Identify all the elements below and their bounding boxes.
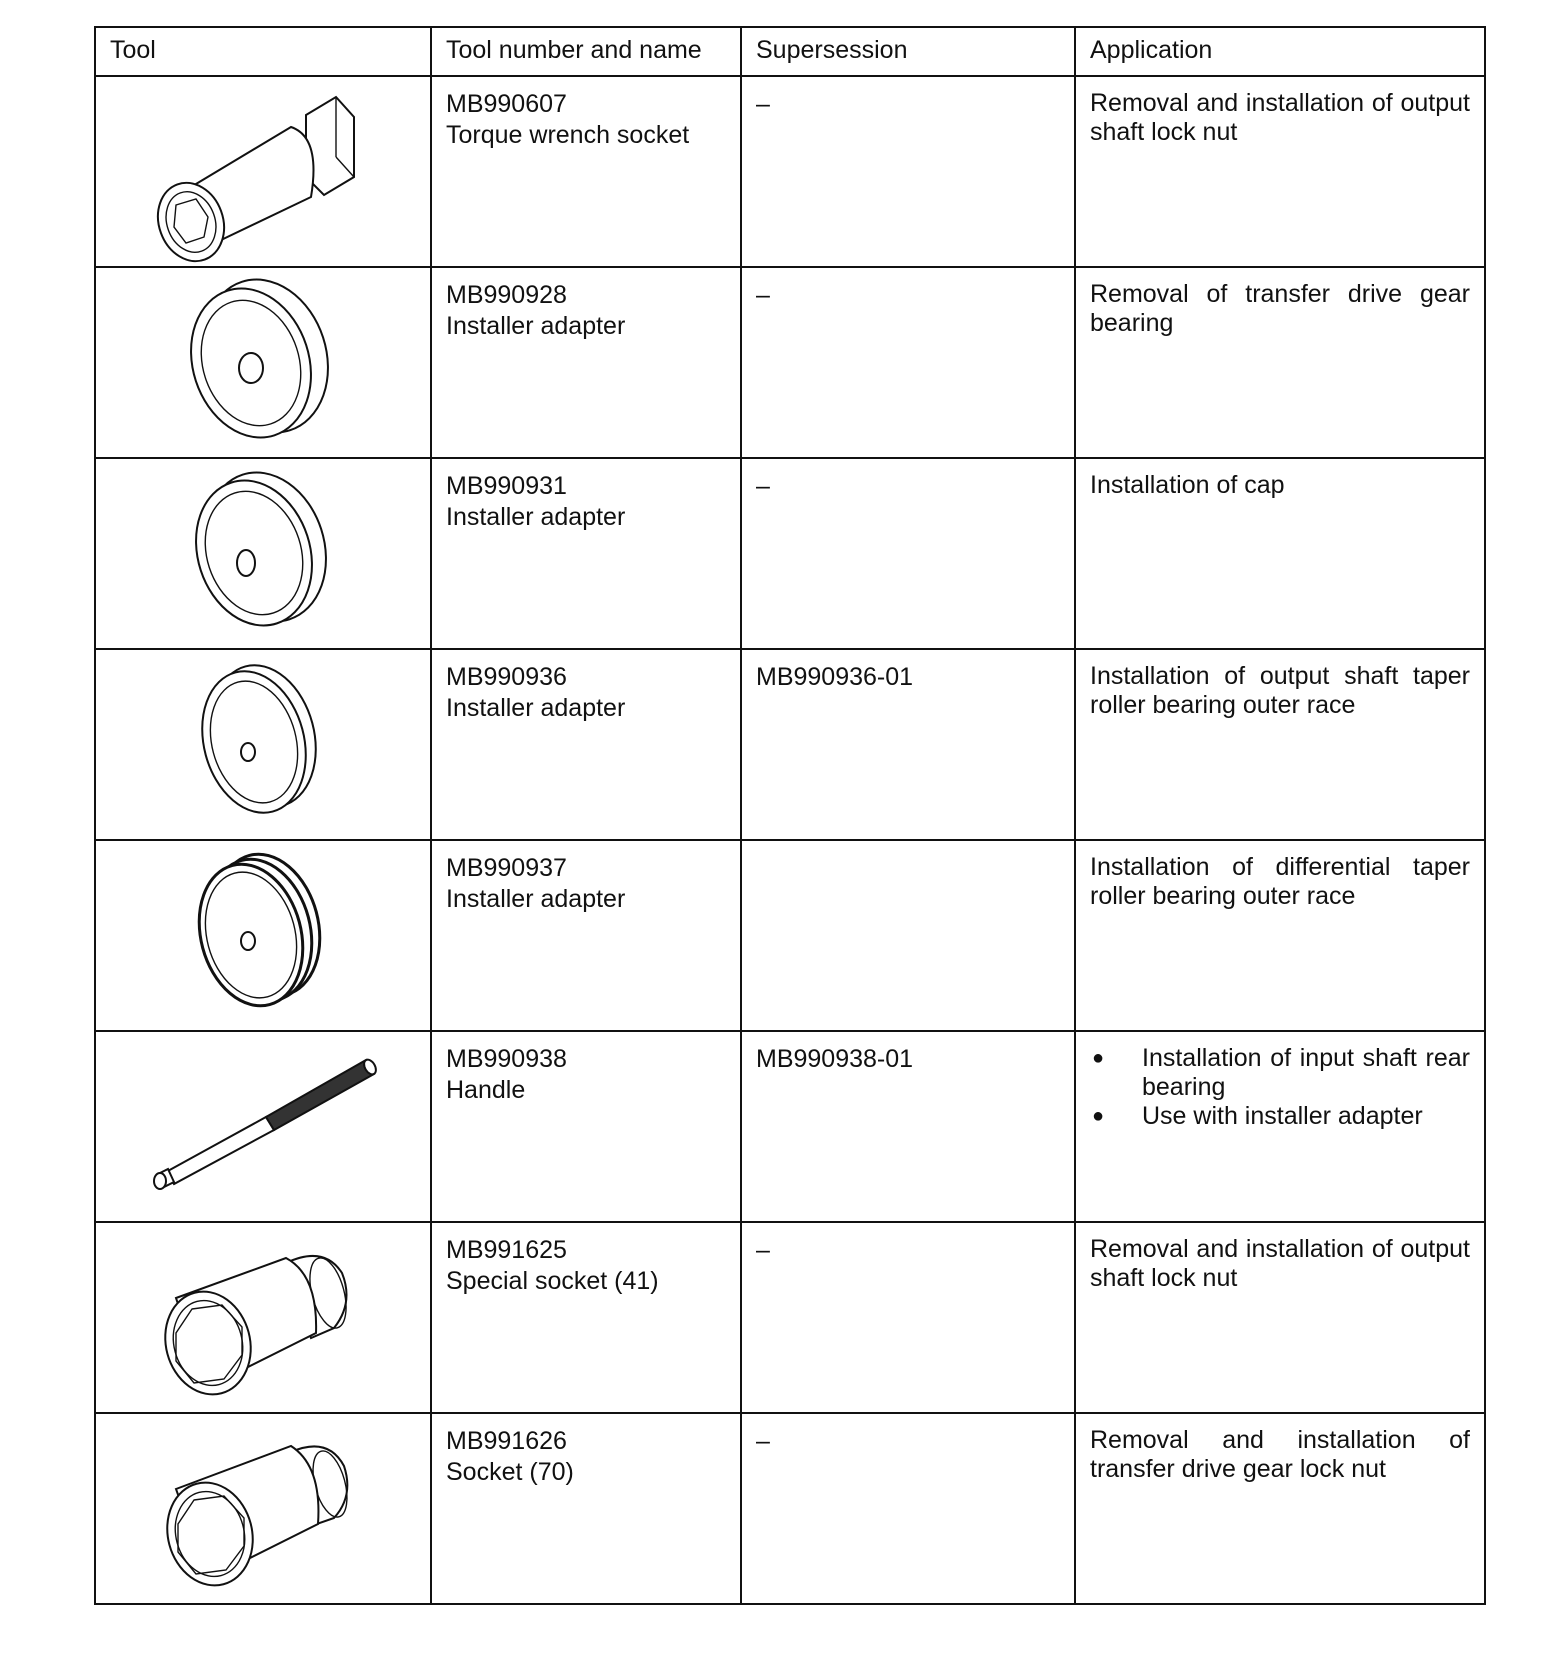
tool-number-name-cell: [431, 76, 741, 267]
table-row: [95, 840, 1485, 1031]
tool-image-cell: [95, 267, 431, 458]
tool-number-name-cell: [431, 458, 741, 649]
table-header-row: [95, 27, 1485, 76]
tool-number-name-cell: [431, 840, 741, 1031]
tool-number-name-cell: [431, 1031, 741, 1222]
tool-number: MB991626: [446, 1427, 567, 1455]
application-cell: [1075, 1031, 1485, 1222]
supersession-cell: –: [741, 1222, 1075, 1413]
socket-icon: [96, 1414, 432, 1603]
tool-name: Handle: [446, 1076, 526, 1104]
application-cell: Removal of transfer drive gear bearing: [1075, 267, 1485, 458]
tool-name: Socket (70): [446, 1458, 574, 1486]
tool-image-cell: [95, 1031, 431, 1222]
application-bullet-list: [1090, 1044, 1470, 1131]
tool-image-cell: [95, 840, 431, 1031]
tool-image-cell: [95, 458, 431, 649]
tool-number: MB990938: [446, 1045, 567, 1073]
header-application: Application: [1075, 27, 1485, 76]
application-cell: Removal and installation of output shaft lock nut: [1075, 1222, 1485, 1413]
installer-adapter-icon: [96, 459, 432, 648]
table-row: [95, 1031, 1485, 1222]
supersession-cell: –: [741, 76, 1075, 267]
installer-adapter-icon: [96, 841, 432, 1030]
application-cell: Installation of cap: [1075, 458, 1485, 649]
tool-image-cell: [95, 1222, 431, 1413]
tool-number: MB990607: [446, 90, 567, 118]
tool-image-cell: [95, 76, 431, 267]
special-tools-table: [94, 26, 1486, 1605]
installer-adapter-icon: [96, 268, 432, 457]
supersession-cell: –: [741, 1413, 1075, 1604]
supersession-cell: –: [741, 458, 1075, 649]
tool-number-name-cell: [431, 1413, 741, 1604]
table-row: [95, 1413, 1485, 1604]
supersession-cell: –: [741, 267, 1075, 458]
tool-number: MB990928: [446, 281, 567, 309]
tool-name: Installer adapter: [446, 312, 626, 340]
supersession-cell: [741, 840, 1075, 1031]
table-row: [95, 267, 1485, 458]
tool-image-cell: [95, 1413, 431, 1604]
tool-number: MB990937: [446, 854, 567, 882]
tool-name: Installer adapter: [446, 503, 626, 531]
application-cell: Installation of differential taper roller bearing outer race: [1075, 840, 1485, 1031]
table-row: [95, 1222, 1485, 1413]
tool-name: Torque wrench socket: [446, 121, 690, 149]
header-supersession: Supersession: [741, 27, 1075, 76]
tool-number-name-cell: [431, 267, 741, 458]
special-socket-icon: [96, 1223, 432, 1412]
supersession-cell: MB990936-01: [741, 649, 1075, 840]
header-tool-number-and-name: Tool number and name: [431, 27, 741, 76]
application-bullet: ● Use with installer adapter: [1090, 1102, 1470, 1131]
table-row: [95, 458, 1485, 649]
tool-name: Special socket (41): [446, 1267, 659, 1295]
table-row: [95, 649, 1485, 840]
installer-adapter-icon: [96, 650, 432, 839]
application-cell: Removal and installation of transfer drive gear lock nut: [1075, 1413, 1485, 1604]
application-cell: Installation of output shaft taper roller bearing outer race: [1075, 649, 1485, 840]
table-row: [95, 76, 1485, 267]
tool-number: MB990936: [446, 663, 567, 691]
tool-number: MB991625: [446, 1236, 567, 1264]
tool-name: Installer adapter: [446, 694, 626, 722]
tool-name: Installer adapter: [446, 885, 626, 913]
tool-number-name-cell: [431, 649, 741, 840]
torque-wrench-socket-icon: [96, 77, 432, 266]
header-tool: Tool: [95, 27, 431, 76]
handle-icon: [96, 1032, 432, 1221]
application-bullet: ● Installation of input shaft rear bearing: [1090, 1044, 1470, 1102]
supersession-cell: MB990938-01: [741, 1031, 1075, 1222]
application-cell: Removal and installation of output shaft lock nut: [1075, 76, 1485, 267]
tool-number: MB990931: [446, 472, 567, 500]
tool-number-name-cell: [431, 1222, 741, 1413]
tool-image-cell: [95, 649, 431, 840]
